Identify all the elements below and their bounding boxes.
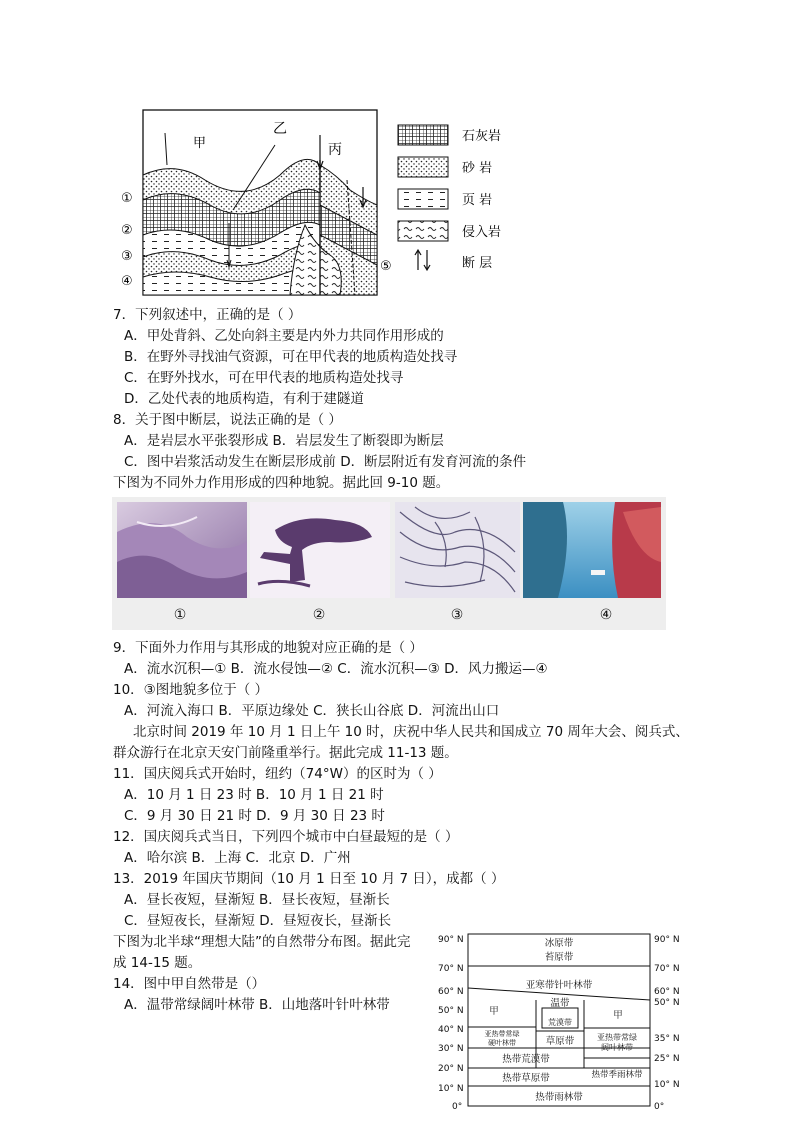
photo-label-2: ② [312, 607, 326, 623]
lat-left-90: 90° N [438, 935, 464, 945]
legend-shale: 页 岩 [462, 193, 493, 208]
q10-options: A．河流入海口 B．平原边缘处 C．狭长山谷底 D．河流出山口 [124, 703, 500, 719]
legend-intrusive: 侵入岩 [462, 225, 502, 240]
intro-11-13-line2: 群众游行在北京天安门前隆重举行。据此完成 11-13 题。 [113, 745, 458, 761]
legend-sandstone: 砂 岩 [462, 161, 493, 176]
q14-stem: 14．图中甲自然带是（） [113, 976, 266, 992]
zone-jia-right: 甲 [613, 1010, 623, 1021]
zone-ice: 冰原带 [544, 938, 574, 949]
zone-temperate: 温带 [550, 998, 570, 1009]
zone-subtrop-line1: 亚热带常绿 [597, 1033, 637, 1042]
legend-fault: 断 层 [462, 256, 493, 271]
layer-1: ① [121, 191, 133, 206]
intro-9-10: 下图为不同外力作用形成的四种地貌。据此回 9-10 题。 [113, 475, 450, 491]
zone-med-line1: 亚热带常绿 [484, 1030, 520, 1038]
label-yi: 乙 [273, 121, 287, 137]
lat-right-60: 60° N [654, 987, 680, 997]
lat-left-30: 30° N [438, 1044, 464, 1054]
lat-left-10: 10° N [438, 1084, 464, 1094]
fault-arrows-icon [415, 250, 430, 270]
lat-left-20: 20° N [438, 1064, 464, 1074]
photo-sand-dunes [117, 502, 247, 598]
q8-stem: 8．关于图中断层，说法正确的是（ ） [113, 412, 342, 428]
q11-options-cd: C．9 月 30 日 21 时 D．9 月 30 日 23 时 [124, 808, 385, 824]
zone-monsoon: 热带季雨林带 [591, 1070, 643, 1080]
q12-stem: 12．国庆阅兵式当日，下列四个城市中白昼最短的是（ ） [113, 829, 459, 845]
lat-right-10: 10° N [654, 1080, 680, 1090]
lat-left-40: 40° N [438, 1025, 464, 1035]
geology-legend [398, 125, 501, 271]
q7-option-c: C．在野外找水，可在甲代表的地质构造处找寻 [124, 370, 404, 386]
label-jia: 甲 [193, 136, 207, 151]
lat-right-25: 25° N [654, 1054, 680, 1064]
lat-right-0: 0° [654, 1102, 665, 1112]
zone-med-line2: 硬叶林带 [488, 1039, 516, 1047]
photo-alluvial-fan [395, 502, 520, 598]
intro-14-15-line2: 成 14-15 题。 [113, 955, 202, 971]
lat-left-0: 0° [452, 1102, 463, 1112]
q8-options-ab: A．是岩层水平张裂形成 B．岩层发生了断裂即为断层 [124, 433, 444, 449]
zone-trop-desert: 热带荒漠带 [502, 1054, 550, 1065]
lat-left-70: 70° N [438, 964, 464, 974]
layer-5: ⑤ [380, 259, 392, 274]
photo-label-4: ④ [599, 607, 613, 623]
zone-taiga: 亚寒带针叶林带 [525, 980, 593, 991]
ideal-continent-diagram [436, 930, 686, 1113]
q10-stem: 10．③图地貌多位于（ ） [113, 682, 269, 698]
intro-14-15-line1: 下图为北半球“理想大陆”的自然带分布图。据此完 [113, 934, 411, 950]
lat-right-70: 70° N [654, 964, 680, 974]
q11-options-ab: A．10 月 1 日 23 时 B．10 月 1 日 21 时 [124, 787, 384, 803]
q9-stem: 9．下面外力作用与其形成的地貌对应正确的是（ ） [113, 640, 423, 656]
zone-rainforest: 热带雨林带 [535, 1092, 583, 1103]
zone-jia-left: 甲 [489, 1006, 499, 1017]
zone-tundra: 苔原带 [544, 952, 574, 963]
zone-savanna: 热带草原带 [502, 1073, 550, 1084]
layer-3: ③ [121, 249, 133, 264]
lat-left-50: 50° N [438, 1006, 464, 1016]
q14-options: A．温带常绿阔叶林带 B．山地落叶针叶林带 [124, 997, 390, 1013]
layer-4: ④ [121, 274, 133, 289]
zone-steppe: 草原带 [545, 1036, 575, 1047]
q11-stem: 11．国庆阅兵式开始时，纽约（74°W）的区时为（ ） [113, 766, 442, 782]
photo-label-1: ① [173, 607, 187, 623]
geology-figure [115, 105, 515, 300]
legend-limestone: 石灰岩 [462, 129, 502, 144]
lat-left-60: 60° N [438, 987, 464, 997]
lat-right-35: 35° N [654, 1034, 680, 1044]
q7-option-d: D．乙处代表的地质构造，有利于建隧道 [124, 391, 364, 407]
q13-options-cd: C．昼短夜长，昼渐短 D．昼短夜长，昼渐长 [124, 913, 392, 929]
q8-options-cd: C．图中岩浆活动发生在断层形成前 D．断层附近有发育河流的条件 [124, 454, 527, 470]
lat-right-90: 90° N [654, 935, 680, 945]
zone-desert: 荒漠带 [548, 1018, 572, 1027]
q12-options: A．哈尔滨 B．上海 C．北京 D．广州 [124, 850, 351, 866]
lat-right-50: 50° N [654, 998, 680, 1008]
label-bing: 丙 [328, 142, 342, 158]
q7-option-b: B．在野外寻找油气资源，可在甲代表的地质构造处找寻 [124, 349, 458, 365]
q7-stem: 7．下列叙述中，正确的是（ ） [113, 307, 302, 323]
q13-options-ab: A．昼长夜短，昼渐短 B．昼长夜短，昼渐长 [124, 892, 390, 908]
q7-option-a: A．甲处背斜、乙处向斜主要是内外力共同作用形成的 [124, 328, 444, 344]
q13-stem: 13．2019 年国庆节期间（10 月 1 日至 10 月 7 日），成都（ ） [113, 871, 505, 887]
zone-subtrop-line2: 阔叶林带 [601, 1043, 633, 1052]
photo-mushroom-rock [250, 502, 390, 598]
layer-2: ② [121, 223, 133, 238]
intro-11-13-line1: 北京时间 2019 年 10 月 1 日上午 10 时，庆祝中华人民共和国成立 70 周年大会、阅兵式、 [133, 724, 689, 740]
photo-river-gorge [523, 502, 661, 598]
photo-label-3: ③ [450, 607, 464, 623]
q9-options: A．流水沉积—① B．流水侵蚀—② C．流水沉积—③ D．风力搬运—④ [124, 661, 548, 677]
